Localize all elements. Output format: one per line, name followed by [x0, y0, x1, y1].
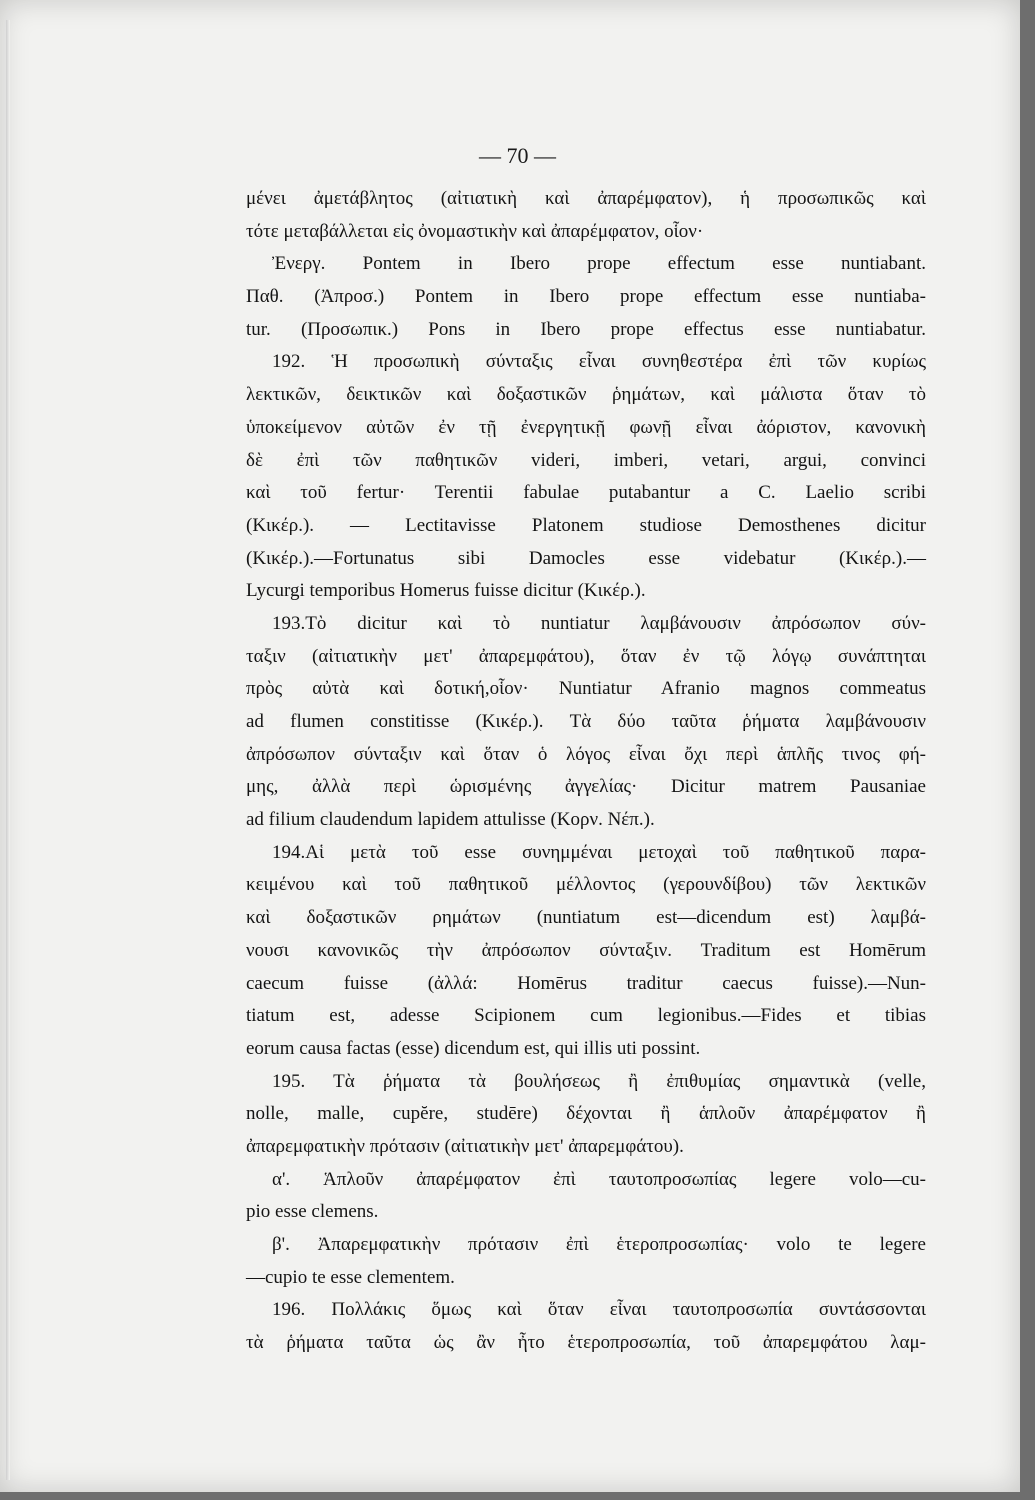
text-line: μης, ἀλλὰ περὶ ὡρισμένης ἀγγελίας· Dicitur matrem Pausaniae — [246, 776, 926, 798]
text-line: ταξιν (αἰτιατικὴν μετ' ἀπαρεμφάτου), ὅταν ἐν τῷ λόγῳ συνάπτηται — [246, 645, 926, 667]
text-line: 194.Αἱ μετὰ τοῦ esse συνημμέναι μετοχαὶ τοῦ παθητικοῦ παρα- — [272, 841, 926, 863]
text-line: (Κικέρ.).—Fortunatus sibi Damocles esse videbatur (Κικέρ.).— — [246, 547, 926, 569]
text-line: α'. Ἁπλοῦν ἀπαρέμφατον ἐπὶ ταυτοπροσωπίας legere volo—cu- — [272, 1168, 926, 1190]
text-line: ἀπρόσωπον σύνταξιν καὶ ὅταν ὁ λόγος εἶναι ὄχι περὶ ἁπλῆς τινος φή- — [246, 743, 926, 765]
text-line: Ἐνεργ. Pontem in Ibero prope effectum esse nuntiabant. — [272, 253, 926, 275]
text-line: eorum causa factas (esse) dicendum est, qui illis uti possint. — [246, 1037, 701, 1059]
body-text — [246, 183, 926, 1360]
text-line: tiatum est, adesse Scipionem cum legionibus.—Fides et tibias — [246, 1005, 926, 1027]
text-line: καὶ τοῦ fertur· Terentii fabulae putabantur a C. Laelio scribi — [246, 482, 926, 504]
text-line: ad flumen constitisse (Κικέρ.). Τὰ δύο ταῦτα ῥήματα λαμβάνουσιν — [246, 711, 926, 732]
text-line: πρὸς αὐτὰ καὶ δοτική,οἷον· Nuntiatur Afranio magnos commeatus — [246, 678, 926, 700]
text-line: καὶ δοξαστικῶν ρημάτων (nuntiatum est—dicendum est) λαμβά- — [246, 907, 926, 929]
text-line: β'. Ἀπαρεμφατικὴν πρότασιν ἐπὶ ἑτεροπροσωπίας· volo te legere — [272, 1234, 926, 1255]
text-line: —cupio te esse clementem. — [246, 1266, 455, 1288]
text-line: ad filium claudendum lapidem attulisse (Κορν. Νέπ.). — [246, 809, 655, 831]
page-edge — [6, 20, 10, 1480]
text-line: 193.Τὸ dicitur καὶ τὸ nuntiatur λαμβάνουσιν ἀπρόσωπον σύν- — [272, 612, 926, 634]
text-line: Παθ. (Ἀπροσ.) Pontem in Ibero prope effectum esse nuntiaba- — [246, 286, 926, 308]
text-line: caecum fuisse (ἀλλά: Homērus traditur caecus fuisse).—Nun- — [246, 972, 926, 994]
text-line: νουσι κανονικῶς τὴν ἀπρόσωπον σύνταξιν. Traditum est Homērum — [246, 939, 926, 961]
text-line: 192. Ἡ προσωπικὴ σύνταξις εἶναι συνηθεστέρα ἐπὶ τῶν κυρίως — [272, 351, 926, 373]
text-line: τὰ ῥήματα ταῦτα ὡς ἂν ἦτο ἑτεροπροσωπία, τοῦ ἀπαρεμφάτου λαμ- — [246, 1332, 926, 1354]
text-line: ἀπαρεμφατικὴν πρότασιν (αἰτιατικὴν μετ' ἀπαρεμφάτου). — [246, 1135, 684, 1157]
text-line: Lycurgi temporibus Homerus fuisse dicitur (Κικέρ.). — [246, 580, 646, 602]
page-number: — 70 — — [479, 143, 556, 168]
text-line: ὑποκείμενον αὐτῶν ἐν τῇ ἐνεργητικῇ φωνῇ εἶναι ἀόριστον, κανονικὴ — [246, 416, 926, 438]
text-line: pio esse clemens. — [246, 1201, 379, 1223]
text-line: nolle, malle, cupĕre, studēre) δέχονται ἢ ἁπλοῦν ἀπαρέμφατον ἢ — [246, 1103, 926, 1125]
text-line: κειμένου καὶ τοῦ παθητικοῦ μέλλοντος (γερουνδίβου) τῶν λεκτικῶν — [246, 874, 926, 896]
text-line: 196. Πολλάκις ὅμως καὶ ὅταν εἶναι ταυτοπροσωπία συντάσσονται — [272, 1299, 926, 1321]
text-line: τότε μεταβάλλεται εἰς ὀνομαστικὴν καὶ ἀπαρέμφατον, οἷον· — [246, 220, 704, 242]
text-line: 195. Τὰ ῥήματα τὰ βουλήσεως ἢ ἐπιθυμίας σημαντικὰ (velle, — [272, 1070, 926, 1092]
text-line: tur. (Προσωπικ.) Pons in Ibero prope effectus esse nuntiabatur. — [246, 318, 926, 340]
text-line: δὲ ἐπὶ τῶν παθητικῶν videri, imberi, vetari, argui, convinci — [246, 449, 926, 471]
text-line: λεκτικῶν, δεικτικῶν καὶ δοξαστικῶν ῥημάτων, καὶ μάλιστα ὅταν τὸ — [246, 384, 926, 406]
text-line: μένει ἀμετάβλητος (αἰτιατικὴ καὶ ἀπαρέμφατον), ἡ προσωπικῶς καὶ — [246, 188, 926, 209]
text-line: (Κικέρ.). — Lectitavisse Platonem studiose Demosthenes dicitur — [246, 514, 926, 536]
